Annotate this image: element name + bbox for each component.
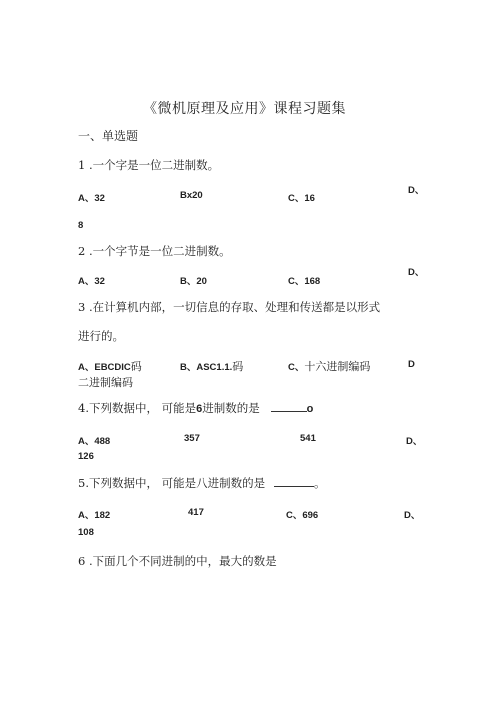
- question-6-stem: 6 .下面几个不同进制的中，最大的数是: [78, 554, 277, 568]
- question-3-option-a-suffix: 码: [130, 360, 142, 373]
- question-1-option-b: Bx20: [180, 190, 203, 201]
- question-4-stem-mid: 进制数的是: [202, 401, 260, 415]
- question-5-stem-prefix: 5.下列数据中， 可能是八进制数的是: [78, 476, 266, 490]
- section-heading: 一、单选题: [78, 129, 139, 143]
- question-3-option-c-letter: C、: [288, 362, 305, 373]
- question-1-option-d-value: 8: [78, 220, 84, 231]
- question-4-stem-prefix: 4.下列数据中， 可能是: [78, 401, 197, 415]
- question-3-option-b: [180, 357, 243, 375]
- question-2-option-c: C、168: [288, 276, 321, 287]
- question-3-stem-line1: 3 .在计算机内部，一切信息的存取、处理和传送都是以形式: [78, 300, 381, 314]
- question-3-option-a-code: A、EBCDIC: [78, 362, 131, 373]
- question-3-option-b-suffix: 码: [232, 360, 244, 373]
- question-5-option-c: C、696: [286, 510, 319, 521]
- question-2-option-a: A、32: [78, 276, 105, 287]
- question-3-option-d-value: 二进制编码: [78, 376, 133, 389]
- question-3-option-b-code: B、ASC1.1.: [180, 362, 233, 373]
- question-5-option-d: D、: [404, 510, 421, 521]
- question-2-option-d: D、: [408, 267, 425, 278]
- question-3-stem-line2: 进行的。: [78, 329, 124, 343]
- question-3-option-d: D: [408, 359, 415, 370]
- question-4-option-c: 541: [300, 433, 316, 444]
- question-5-option-a: A、182: [78, 510, 111, 521]
- question-5-stem-suffix: 。: [314, 476, 326, 490]
- question-3-option-c-text: 十六进制编码: [304, 360, 371, 373]
- document-title: 《微机原理及应用》课程习题集: [143, 101, 346, 117]
- question-1-stem: 1 .一个字是一位二进制数。: [78, 158, 220, 172]
- question-3-option-a: [78, 357, 142, 375]
- question-4-stem: [78, 400, 313, 416]
- question-4-option-b: 357: [184, 433, 200, 444]
- question-5-answer-blank: [274, 476, 314, 487]
- question-2-stem: 2 .一个字节是一位二进制数。: [78, 244, 231, 258]
- question-1-option-c: C、16: [288, 193, 315, 204]
- question-4-stem-base: 6: [196, 403, 203, 415]
- question-5-option-b: 417: [188, 507, 204, 518]
- question-4-option-d: D、: [406, 436, 423, 447]
- question-5-option-d-value: 108: [78, 527, 94, 538]
- question-5-stem: [78, 475, 326, 491]
- question-4-option-a: A、488: [78, 436, 111, 447]
- question-4-stem-suffix: o: [306, 403, 314, 415]
- question-1-option-a: A、32: [78, 193, 105, 204]
- question-1-option-d: D、: [408, 185, 425, 196]
- question-3-option-c: [288, 357, 370, 375]
- question-2-option-b: B、20: [180, 276, 207, 287]
- question-4-answer-blank: [271, 401, 307, 412]
- question-4-option-d-value: 126: [78, 451, 94, 462]
